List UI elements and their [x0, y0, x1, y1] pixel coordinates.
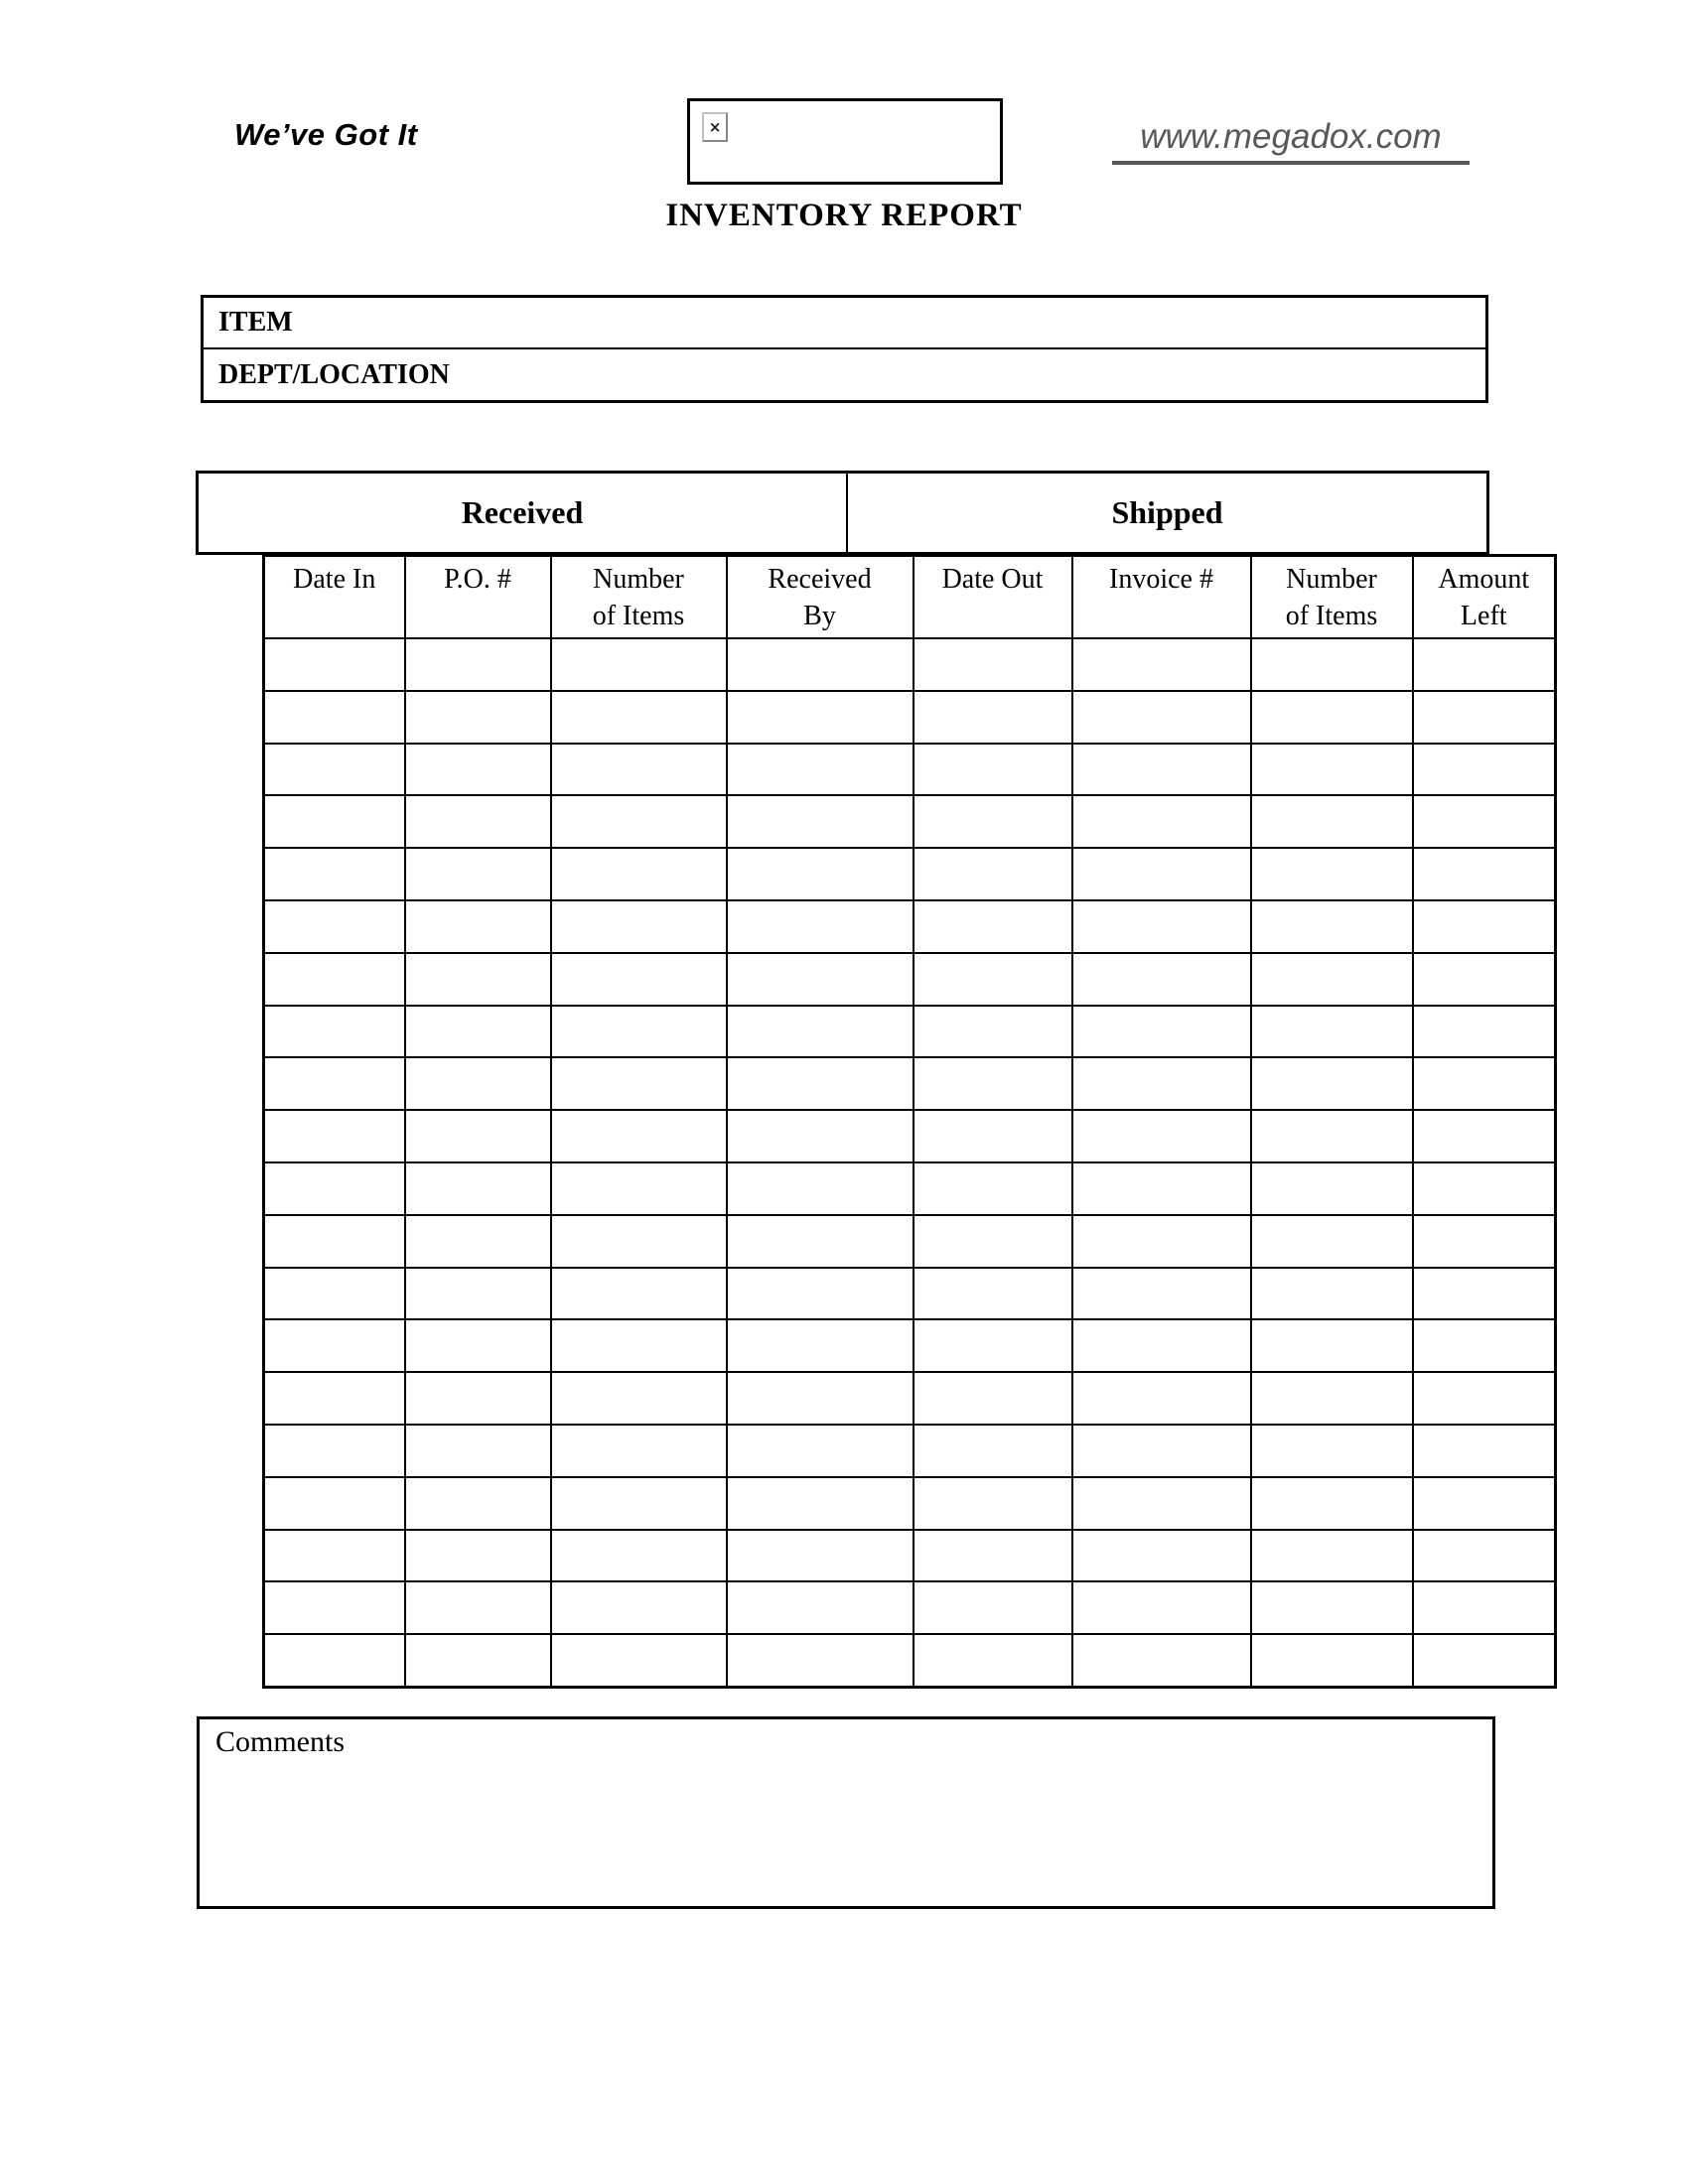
table-cell-amount-left[interactable]: [1413, 1634, 1556, 1687]
table-cell-invoice-number[interactable]: [1072, 1215, 1251, 1268]
table-cell-received-by[interactable]: [727, 900, 914, 953]
table-cell-number-of-items-shipped[interactable]: [1251, 900, 1413, 953]
table-cell-po-number[interactable]: [405, 1425, 551, 1477]
table-cell-received-by[interactable]: [727, 1110, 914, 1162]
table-row: [264, 1634, 1556, 1687]
table-cell-date-in[interactable]: [264, 1634, 405, 1687]
dept-location-value-field[interactable]: [450, 349, 1485, 400]
table-cell-date-out[interactable]: [914, 1268, 1072, 1320]
table-cell-invoice-number[interactable]: [1072, 1530, 1251, 1582]
table-cell-invoice-number[interactable]: [1072, 1372, 1251, 1425]
table-cell-date-in[interactable]: [264, 1372, 405, 1425]
table-cell-invoice-number[interactable]: [1072, 1634, 1251, 1687]
table-cell-amount-left[interactable]: [1413, 795, 1556, 848]
table-cell-received-by[interactable]: [727, 1268, 914, 1320]
table-cell-received-by[interactable]: [727, 1581, 914, 1634]
table-cell-amount-left[interactable]: [1413, 1372, 1556, 1425]
inventory-table-head: [264, 556, 1556, 639]
table-cell-amount-left[interactable]: [1413, 900, 1556, 953]
table-cell-received-by[interactable]: [727, 1057, 914, 1110]
table-cell-date-out[interactable]: [914, 953, 1072, 1006]
table-cell-received-by[interactable]: [727, 848, 914, 900]
table-cell-amount-left[interactable]: [1413, 691, 1556, 744]
table-cell-amount-left[interactable]: [1413, 1110, 1556, 1162]
table-cell-po-number[interactable]: [405, 1319, 551, 1372]
table-cell-date-in[interactable]: [264, 1319, 405, 1372]
table-cell-amount-left[interactable]: [1413, 638, 1556, 691]
dept-location-label: DEPT/LOCATION: [218, 358, 450, 390]
table-cell-po-number[interactable]: [405, 1581, 551, 1634]
brand-tagline: We’ve Got It: [234, 117, 418, 152]
table-cell-amount-left[interactable]: [1413, 1268, 1556, 1320]
table-cell-received-by[interactable]: [727, 1006, 914, 1058]
table-cell-po-number[interactable]: [405, 953, 551, 1006]
table-cell-number-of-items-shipped[interactable]: [1251, 1372, 1413, 1425]
table-cell-date-in[interactable]: [264, 1006, 405, 1058]
column-header-received-by: Received By: [727, 556, 914, 639]
comments-label: Comments: [215, 1725, 346, 1758]
item-label: ITEM: [218, 307, 293, 338]
comments-box: [197, 1716, 1495, 1909]
table-cell-amount-left[interactable]: [1413, 848, 1556, 900]
table-row: [264, 1162, 1556, 1215]
table-cell-po-number[interactable]: [405, 1110, 551, 1162]
table-cell-number-of-items-shipped[interactable]: [1251, 1425, 1413, 1477]
table-cell-invoice-number[interactable]: [1072, 1110, 1251, 1162]
table-row: [264, 1477, 1556, 1530]
table-cell-number-of-items-shipped[interactable]: [1251, 1530, 1413, 1582]
image-placeholder: [687, 98, 1003, 185]
table-cell-received-by[interactable]: [727, 1215, 914, 1268]
table-row: [264, 1268, 1556, 1320]
table-row: [264, 795, 1556, 848]
table-cell-po-number[interactable]: [405, 1215, 551, 1268]
table-cell-number-of-items-received[interactable]: [551, 795, 727, 848]
table-cell-invoice-number[interactable]: [1072, 848, 1251, 900]
table-cell-number-of-items-shipped[interactable]: [1251, 1319, 1413, 1372]
table-cell-amount-left[interactable]: [1413, 1477, 1556, 1530]
table-cell-number-of-items-received[interactable]: [551, 744, 727, 796]
table-cell-date-out[interactable]: [914, 1110, 1072, 1162]
table-cell-date-out[interactable]: [914, 1215, 1072, 1268]
column-header-date-in: Date In: [264, 556, 405, 639]
table-cell-po-number[interactable]: [405, 795, 551, 848]
table-cell-number-of-items-received[interactable]: [551, 1006, 727, 1058]
table-cell-date-in[interactable]: [264, 744, 405, 796]
table-cell-date-out[interactable]: [914, 1057, 1072, 1110]
table-cell-date-out[interactable]: [914, 638, 1072, 691]
table-cell-date-out[interactable]: [914, 1477, 1072, 1530]
table-cell-date-out[interactable]: [914, 1425, 1072, 1477]
table-row: [264, 1581, 1556, 1634]
table-cell-number-of-items-shipped[interactable]: [1251, 744, 1413, 796]
table-cell-number-of-items-received[interactable]: [551, 1477, 727, 1530]
table-cell-amount-left[interactable]: [1413, 744, 1556, 796]
table-cell-date-in[interactable]: [264, 848, 405, 900]
table-cell-invoice-number[interactable]: [1072, 638, 1251, 691]
received-group-header: Received: [199, 474, 848, 552]
table-cell-po-number[interactable]: [405, 1006, 551, 1058]
table-cell-date-out[interactable]: [914, 1006, 1072, 1058]
table-cell-received-by[interactable]: [727, 1634, 914, 1687]
table-cell-po-number[interactable]: [405, 1268, 551, 1320]
table-cell-date-in[interactable]: [264, 691, 405, 744]
table-cell-amount-left[interactable]: [1413, 1215, 1556, 1268]
item-info-box: [201, 295, 1488, 403]
table-cell-invoice-number[interactable]: [1072, 1319, 1251, 1372]
table-cell-number-of-items-received[interactable]: [551, 638, 727, 691]
table-cell-date-in[interactable]: [264, 1581, 405, 1634]
table-cell-number-of-items-shipped[interactable]: [1251, 638, 1413, 691]
table-cell-number-of-items-received[interactable]: [551, 1215, 727, 1268]
table-cell-amount-left[interactable]: [1413, 953, 1556, 1006]
table-cell-number-of-items-shipped[interactable]: [1251, 1581, 1413, 1634]
table-cell-amount-left[interactable]: [1413, 1057, 1556, 1110]
dept-location-field-row: [204, 349, 1485, 400]
table-cell-date-out[interactable]: [914, 795, 1072, 848]
table-row: [264, 744, 1556, 796]
table-cell-date-in[interactable]: [264, 1268, 405, 1320]
table-cell-number-of-items-shipped[interactable]: [1251, 1057, 1413, 1110]
website-link[interactable]: www.megadox.com: [1112, 117, 1470, 165]
table-cell-number-of-items-received[interactable]: [551, 1530, 727, 1582]
table-cell-date-in[interactable]: [264, 1162, 405, 1215]
table-cell-po-number[interactable]: [405, 1372, 551, 1425]
column-header-po-number: P.O. #: [405, 556, 551, 639]
table-cell-invoice-number[interactable]: [1072, 953, 1251, 1006]
comments-input-area[interactable]: [200, 1767, 1492, 1906]
table-cell-po-number[interactable]: [405, 744, 551, 796]
table-row: [264, 1215, 1556, 1268]
inventory-table-body: [264, 638, 1556, 1687]
table-row: [264, 953, 1556, 1006]
table-row: [264, 1110, 1556, 1162]
item-value-field[interactable]: [293, 298, 1485, 347]
table-row: [264, 1530, 1556, 1582]
table-cell-number-of-items-shipped[interactable]: [1251, 1477, 1413, 1530]
table-cell-number-of-items-received[interactable]: [551, 1162, 727, 1215]
table-cell-number-of-items-received[interactable]: [551, 1634, 727, 1687]
table-cell-po-number[interactable]: [405, 638, 551, 691]
table-cell-amount-left[interactable]: [1413, 1162, 1556, 1215]
table-cell-received-by[interactable]: [727, 691, 914, 744]
table-cell-invoice-number[interactable]: [1072, 1057, 1251, 1110]
table-cell-date-out[interactable]: [914, 1162, 1072, 1215]
table-cell-number-of-items-shipped[interactable]: [1251, 1110, 1413, 1162]
table-cell-number-of-items-shipped[interactable]: [1251, 1268, 1413, 1320]
table-cell-date-in[interactable]: [264, 795, 405, 848]
table-cell-po-number[interactable]: [405, 1530, 551, 1582]
table-cell-date-out[interactable]: [914, 900, 1072, 953]
table-cell-po-number[interactable]: [405, 900, 551, 953]
shipped-group-header: Shipped: [1111, 494, 1223, 530]
table-row: [264, 1425, 1556, 1477]
table-cell-number-of-items-shipped[interactable]: [1251, 953, 1413, 1006]
table-cell-invoice-number[interactable]: [1072, 1425, 1251, 1477]
table-cell-date-in[interactable]: [264, 638, 405, 691]
table-row: [264, 1372, 1556, 1425]
table-cell-number-of-items-received[interactable]: [551, 691, 727, 744]
table-cell-date-in[interactable]: [264, 900, 405, 953]
column-header-amount-left: Amount Left: [1413, 556, 1556, 639]
column-header-date-out: Date Out: [914, 556, 1072, 639]
table-cell-date-out[interactable]: [914, 691, 1072, 744]
table-cell-invoice-number[interactable]: [1072, 795, 1251, 848]
table-cell-number-of-items-shipped[interactable]: [1251, 691, 1413, 744]
table-cell-po-number[interactable]: [405, 691, 551, 744]
table-cell-po-number[interactable]: [405, 1634, 551, 1687]
table-row: [264, 1006, 1556, 1058]
table-cell-date-out[interactable]: [914, 1634, 1072, 1687]
table-cell-date-in[interactable]: [264, 1057, 405, 1110]
table-cell-date-in[interactable]: [264, 1425, 405, 1477]
table-cell-date-out[interactable]: [914, 848, 1072, 900]
table-cell-amount-left[interactable]: [1413, 1425, 1556, 1477]
column-header-number-of-items-shipped: Number of Items: [1251, 556, 1413, 639]
table-cell-amount-left[interactable]: [1413, 1319, 1556, 1372]
table-cell-date-in[interactable]: [264, 1477, 405, 1530]
table-row: [264, 848, 1556, 900]
column-header-row: [264, 556, 1556, 639]
table-cell-invoice-number[interactable]: [1072, 900, 1251, 953]
table-cell-number-of-items-received[interactable]: [551, 1110, 727, 1162]
column-header-number-of-items-received: Number of Items: [551, 556, 727, 639]
table-cell-po-number[interactable]: [405, 1162, 551, 1215]
table-cell-invoice-number[interactable]: [1072, 1477, 1251, 1530]
table-row: [264, 691, 1556, 744]
received-shipped-band: [196, 471, 1489, 555]
table-cell-received-by[interactable]: [727, 744, 914, 796]
table-cell-invoice-number[interactable]: [1072, 691, 1251, 744]
table-cell-received-by[interactable]: [727, 1477, 914, 1530]
table-cell-received-by[interactable]: [727, 795, 914, 848]
table-cell-number-of-items-received[interactable]: [551, 1425, 727, 1477]
table-cell-number-of-items-received[interactable]: [551, 1372, 727, 1425]
table-cell-number-of-items-received[interactable]: [551, 848, 727, 900]
table-row: [264, 1057, 1556, 1110]
table-cell-number-of-items-shipped[interactable]: [1251, 795, 1413, 848]
table-cell-invoice-number[interactable]: [1072, 1162, 1251, 1215]
table-cell-received-by[interactable]: [727, 638, 914, 691]
table-cell-invoice-number[interactable]: [1072, 1268, 1251, 1320]
table-cell-received-by[interactable]: [727, 1162, 914, 1215]
table-cell-number-of-items-shipped[interactable]: [1251, 1006, 1413, 1058]
table-cell-received-by[interactable]: [727, 953, 914, 1006]
table-cell-date-out[interactable]: [914, 744, 1072, 796]
table-row: [264, 638, 1556, 691]
column-header-invoice-number: Invoice #: [1072, 556, 1251, 639]
table-cell-number-of-items-received[interactable]: [551, 953, 727, 1006]
table-cell-amount-left[interactable]: [1413, 1006, 1556, 1058]
table-cell-received-by[interactable]: [727, 1319, 914, 1372]
table-cell-amount-left[interactable]: [1413, 1581, 1556, 1634]
item-field-row: [204, 298, 1485, 349]
table-cell-number-of-items-shipped[interactable]: [1251, 848, 1413, 900]
table-cell-invoice-number[interactable]: [1072, 1006, 1251, 1058]
table-cell-date-in[interactable]: [264, 1110, 405, 1162]
table-cell-received-by[interactable]: [727, 1425, 914, 1477]
table-cell-number-of-items-shipped[interactable]: [1251, 1215, 1413, 1268]
table-cell-amount-left[interactable]: [1413, 1530, 1556, 1582]
document-title: INVENTORY REPORT: [665, 198, 1023, 233]
table-cell-received-by[interactable]: [727, 1530, 914, 1582]
table-cell-po-number[interactable]: [405, 1057, 551, 1110]
table-cell-number-of-items-received[interactable]: [551, 1581, 727, 1634]
table-cell-number-of-items-received[interactable]: [551, 1268, 727, 1320]
table-cell-number-of-items-shipped[interactable]: [1251, 1162, 1413, 1215]
table-cell-number-of-items-received[interactable]: [551, 900, 727, 953]
table-cell-date-out[interactable]: [914, 1372, 1072, 1425]
table-row: [264, 900, 1556, 953]
table-cell-date-out[interactable]: [914, 1319, 1072, 1372]
table-cell-date-in[interactable]: [264, 1215, 405, 1268]
table-cell-date-out[interactable]: [914, 1581, 1072, 1634]
broken-image-icon: ×: [702, 112, 728, 142]
table-cell-date-in[interactable]: [264, 1530, 405, 1582]
table-cell-invoice-number[interactable]: [1072, 744, 1251, 796]
table-cell-po-number[interactable]: [405, 848, 551, 900]
table-cell-number-of-items-shipped[interactable]: [1251, 1634, 1413, 1687]
table-cell-date-in[interactable]: [264, 953, 405, 1006]
table-cell-received-by[interactable]: [727, 1372, 914, 1425]
table-cell-po-number[interactable]: [405, 1477, 551, 1530]
table-cell-date-out[interactable]: [914, 1530, 1072, 1582]
table-cell-invoice-number[interactable]: [1072, 1581, 1251, 1634]
table-cell-number-of-items-received[interactable]: [551, 1319, 727, 1372]
inventory-table: [262, 554, 1557, 1689]
table-row: [264, 1319, 1556, 1372]
table-cell-number-of-items-received[interactable]: [551, 1057, 727, 1110]
